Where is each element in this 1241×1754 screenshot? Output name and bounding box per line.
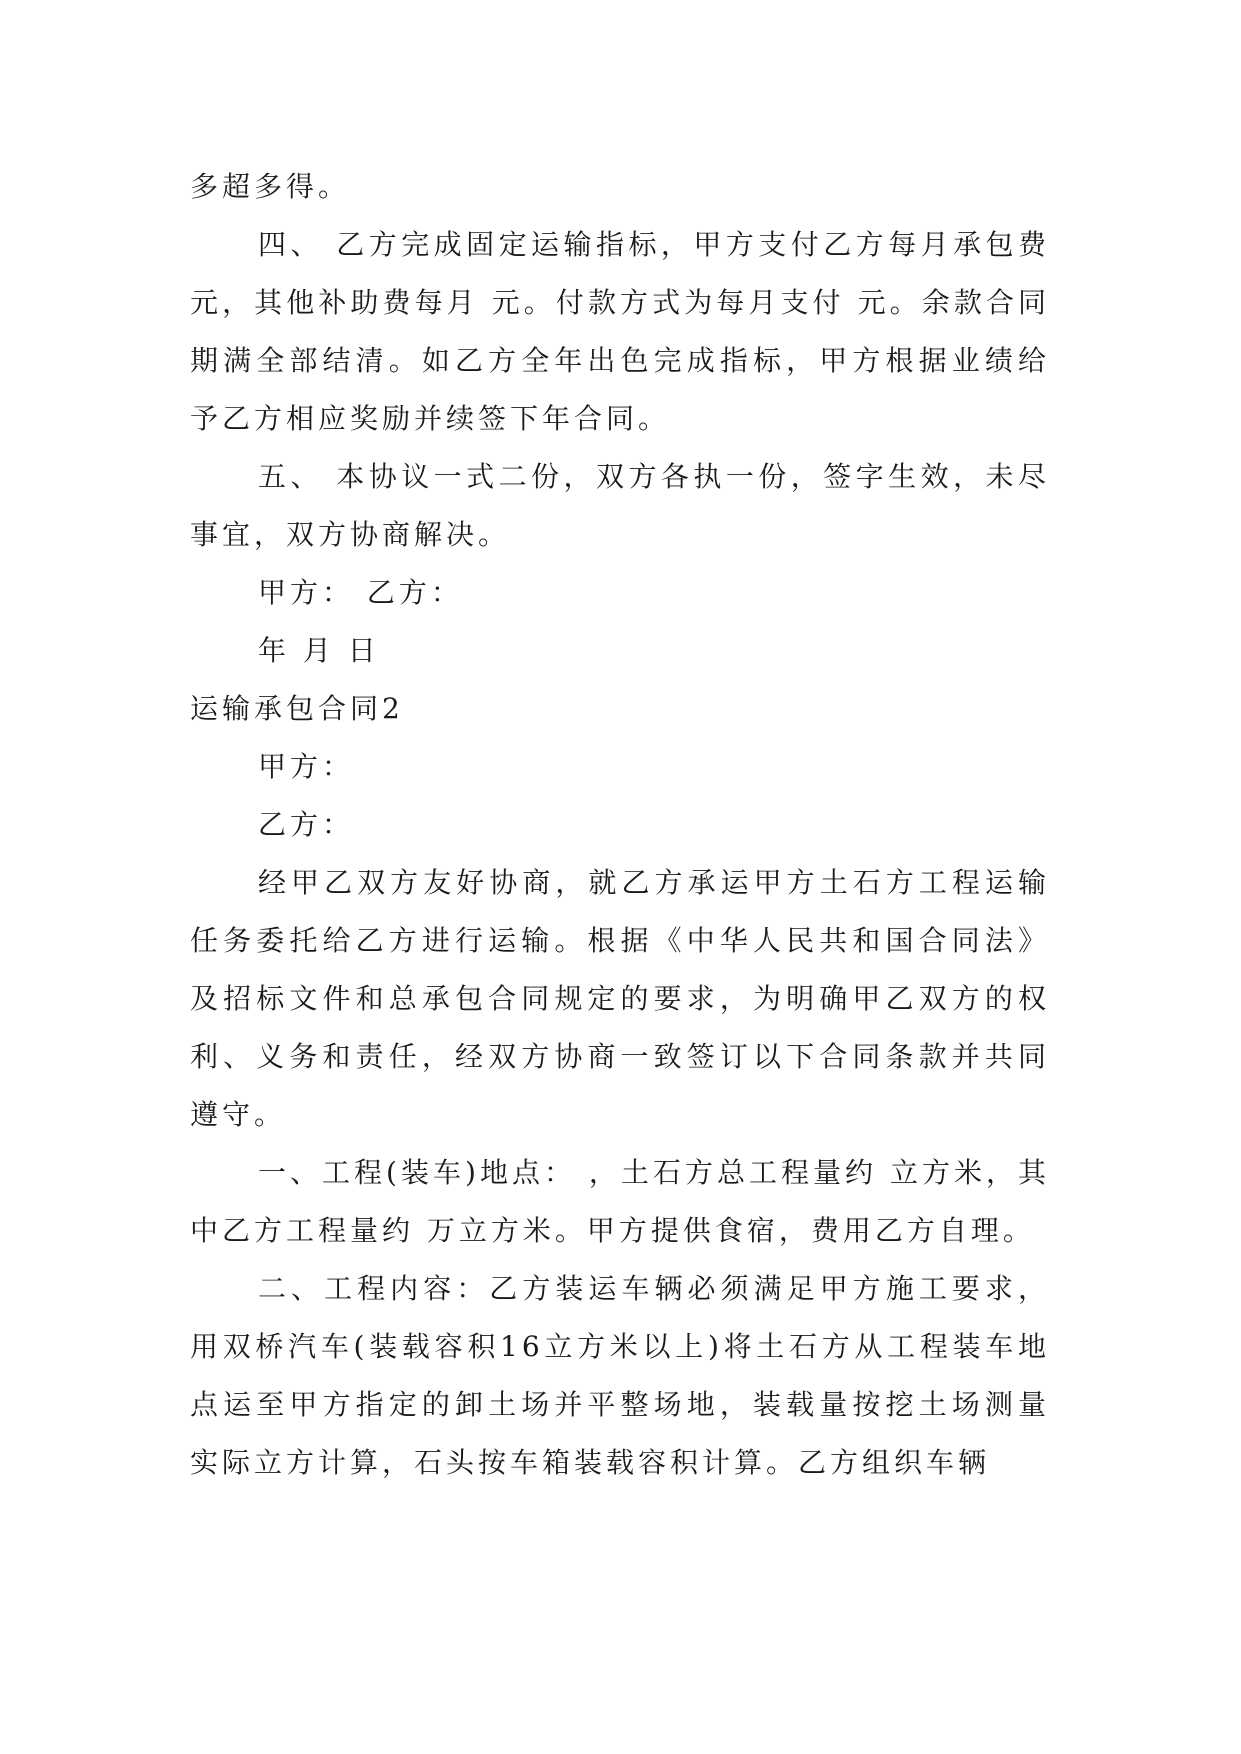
paragraph-party-b: 乙方：	[258, 808, 355, 841]
paragraph-signatures: 甲方： 乙方：	[258, 576, 463, 609]
contract-2-title: 运输承包合同2	[190, 692, 404, 725]
document-body	[190, 158, 1050, 1492]
paragraph-continuation: 多超多得。	[190, 170, 351, 203]
paragraph-party-a: 甲方：	[258, 750, 355, 783]
paragraph-preamble: 经甲乙双方友好协商，就乙方承运甲方土石方工程运输任务委托给乙方进行运输。根据《中华人民共和国合同法》及招标文件和总承包合同规定的要求，为明确甲乙双方的权利、义务和责任，经双方协商一致签订以下合同条款并共同遵守。	[190, 866, 1050, 1131]
paragraph-item-1: 一、工程(装车)地点： ，土石方总工程量约 立方米，其中乙方工程量约 万立方米。甲方提供食宿，费用乙方自理。	[190, 1156, 1050, 1247]
paragraph-clause-5: 五、 本协议一式二份，双方各执一份，签字生效，未尽事宜，双方协商解决。	[190, 460, 1050, 551]
paragraph-clause-4: 四、 乙方完成固定运输指标，甲方支付乙方每月承包费 元，其他补助费每月 元。付款方式为每月支付 元。余款合同期满全部结清。如乙方全年出色完成指标，甲方根据业绩给予乙方相应奖励并续签下年合同。	[190, 228, 1050, 435]
paragraph-date: 年 月 日	[258, 634, 380, 667]
paragraph-item-2: 二、工程内容：乙方装运车辆必须满足甲方施工要求，用双桥汽车(装载容积16立方米以上)将土石方从工程装车地点运至甲方指定的卸土场并平整场地，装载量按挖土场测量实际立方计算，石头按车箱装载容积计算。乙方组织车辆	[190, 1272, 1050, 1479]
